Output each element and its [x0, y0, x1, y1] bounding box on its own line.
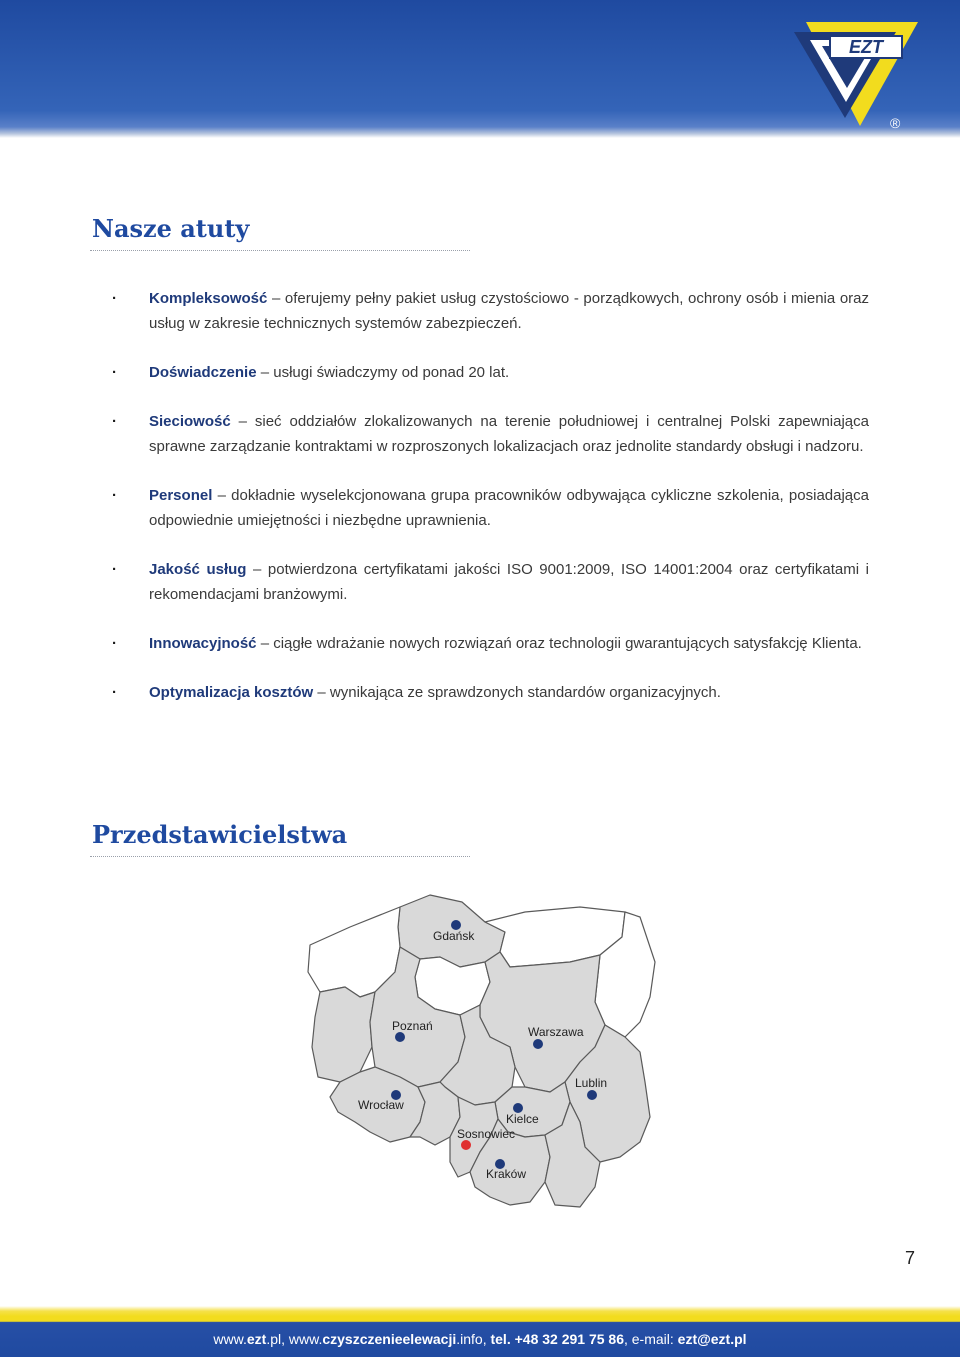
item-term: Personel	[149, 487, 213, 504]
city-label-krakow: Kraków	[486, 1167, 527, 1181]
city-marker	[395, 1032, 405, 1042]
footer-phone: tel. +48 32 291 75 86	[490, 1331, 624, 1347]
bullet-dot: ·	[112, 635, 117, 652]
footer-text-part: ezt	[246, 1331, 267, 1347]
city-label-lublin: Lublin	[575, 1076, 608, 1090]
footer-text-part: www.	[213, 1331, 247, 1347]
city-label-poznan: Poznań	[392, 1019, 433, 1033]
item-text: – potwierdzona certyfikatami jakości ISO 9001:2009, ISO 14001:2004 oraz certyfikatami i rekomendacjami branżowymi.	[149, 561, 870, 603]
section-title-atuty: Nasze atuty	[92, 214, 250, 243]
item-text: – oferujemy pełny pakiet usług czystościowo - porządkowych, ochrony osób i mienia oraz usług w zakresie technicznych systemów zabezpieczeń.	[149, 290, 869, 332]
item-term: Sieciowość	[149, 413, 231, 430]
list-item	[112, 286, 869, 336]
item-text: – dokładnie wyselekcjonowana grupa pracowników odbywająca cykliczne szkolenia, posiadająca odpowiednie umiejętności i niezbędne uprawnienia.	[149, 487, 869, 529]
region-lubuskie	[312, 987, 375, 1082]
item-term: Doświadczenie	[149, 364, 257, 381]
logo-text: EZT	[849, 37, 883, 57]
footer-email-label: , e-mail:	[623, 1331, 678, 1347]
item-text: – sieć oddziałów zlokalizowanych na terenie południowej i centralnej Polski zapewniająca sprawne zarządzanie kontraktami w rozproszonych lokalizacjach oraz jednolite standardy obsługi i nadzoru.	[149, 413, 869, 455]
footer-contact	[0, 1331, 960, 1347]
bullet-dot: ·	[112, 561, 117, 578]
item-term: Optymalizacja kosztów	[149, 684, 314, 701]
list-item	[112, 631, 869, 656]
list-item	[112, 557, 869, 607]
poland-map	[300, 887, 660, 1217]
city-marker	[461, 1140, 471, 1150]
city-marker	[533, 1039, 543, 1049]
item-text: – usługi świadczymy od ponad 20 lat.	[256, 364, 510, 381]
list-item	[112, 409, 869, 459]
footer-link-ezt[interactable]	[213, 1331, 288, 1347]
city-label-warszawa: Warszawa	[528, 1025, 584, 1039]
list-item	[112, 360, 869, 385]
city-label-sosnowiec: Sosnowiec	[457, 1127, 516, 1141]
list-item	[112, 680, 869, 705]
page-number: 7	[905, 1248, 916, 1268]
title-rule-przedstawicielstwa	[90, 856, 470, 857]
city-label-kielce: Kielce	[506, 1112, 539, 1126]
city-label-wroclaw: Wrocław	[358, 1098, 404, 1112]
item-term: Jakość usług	[149, 561, 247, 578]
item-term: Kompleksowość	[149, 290, 268, 307]
list-item	[112, 483, 869, 533]
footer-text-part: .pl,	[266, 1331, 289, 1347]
city-label-gdansk: Gdańsk	[433, 929, 475, 943]
bullet-dot: ·	[112, 413, 117, 430]
footer-text-part: .info,	[456, 1331, 491, 1347]
bullet-dot: ·	[112, 364, 117, 381]
bullet-dot: ·	[112, 487, 117, 504]
item-term: Innowacyjność	[149, 635, 257, 652]
item-text: – wynikająca ze sprawdzonych standardów organizacyjnych.	[313, 684, 721, 701]
bullet-dot: ·	[112, 290, 117, 307]
city-marker	[587, 1090, 597, 1100]
atuty-list	[112, 286, 869, 729]
item-text: – ciągłe wdrażanie nowych rozwiązań oraz technologii gwarantujących satysfakcję Klienta.	[256, 635, 862, 652]
bullet-dot: ·	[112, 684, 117, 701]
ezt-logo	[790, 14, 924, 132]
footer-link-elewacji[interactable]	[289, 1331, 491, 1347]
title-rule-atuty	[90, 250, 470, 251]
registered-mark: ®	[890, 115, 901, 131]
footer-email[interactable]: ezt@ezt.pl	[677, 1331, 747, 1347]
footer-text-part: czyszczenieelewacji	[322, 1331, 457, 1347]
footer-text-part: www.	[288, 1331, 323, 1347]
section-title-przedstawicielstwa: Przedstawicielstwa	[92, 820, 348, 849]
